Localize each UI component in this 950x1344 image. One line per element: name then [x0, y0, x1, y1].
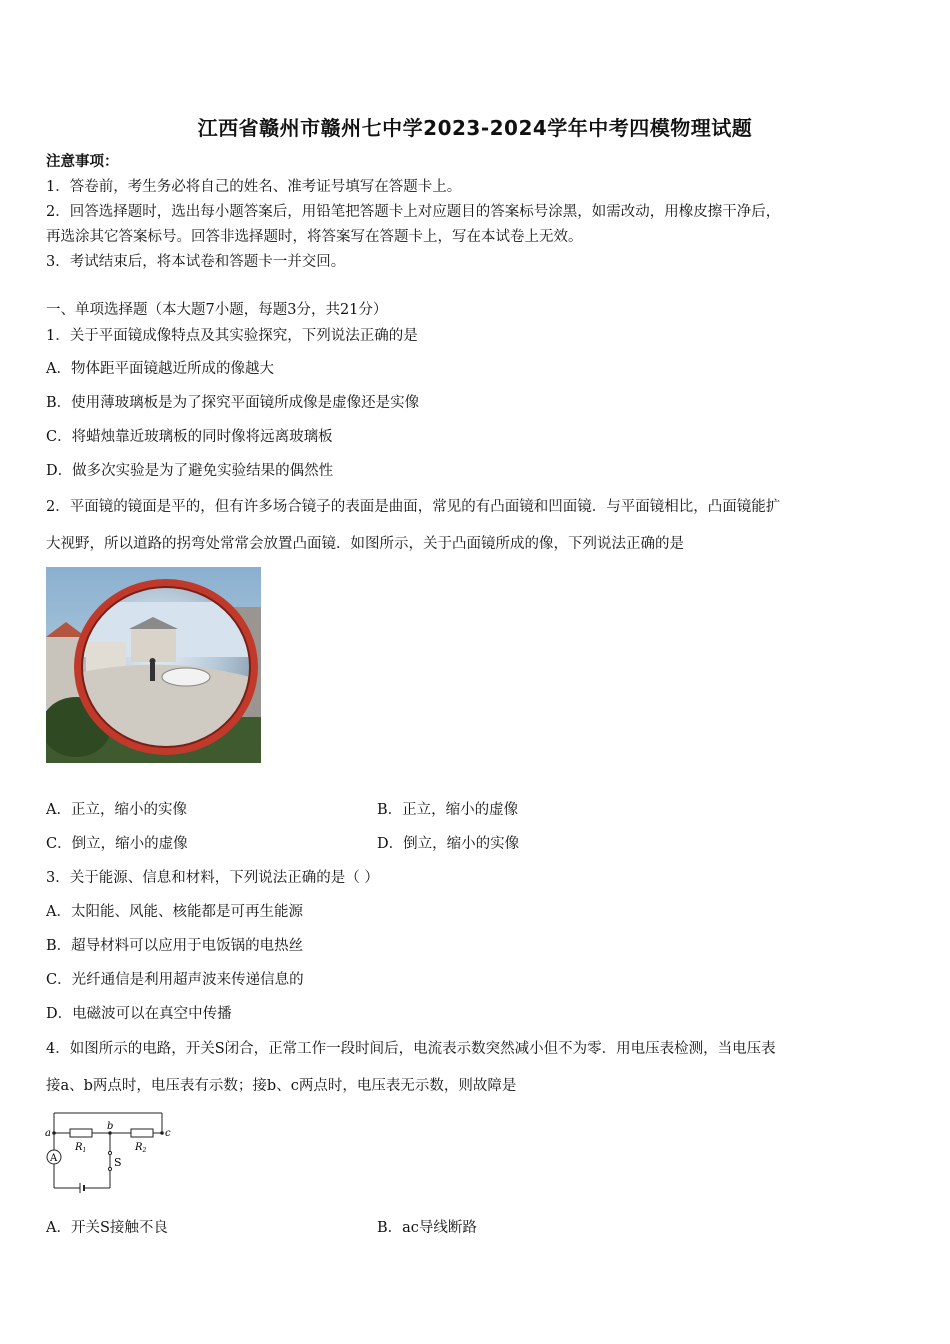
- notice-item: 3．考试结束后，将本试卷和答题卡一并交回。: [46, 254, 346, 270]
- label-r1-letter: R: [75, 1142, 83, 1153]
- question-4-stem-cont: 接a、b两点时，电压表有示数；接b、c两点时，电压表无示数，则故障是: [46, 1078, 517, 1094]
- question-4-stem: 4．如图所示的电路，开关S闭合，正常工作一段时间后，电流表示数突然减小但不为零．用电压表检测，当电压表: [46, 1041, 776, 1057]
- question-1-stem: 1．关于平面镜成像特点及其实验探究，下列说法正确的是: [46, 328, 418, 344]
- question-3-option-b: B．超导材料可以应用于电饭锅的电热丝: [46, 938, 304, 954]
- label-a: a: [45, 1128, 51, 1139]
- label-ammeter: A: [50, 1153, 58, 1164]
- question-2-option-c: C．倒立，缩小的虚像: [46, 836, 188, 852]
- notice-item: 再选涂其它答案标号。回答非选择题时，将答案写在答题卡上，写在本试卷上无效。: [46, 229, 583, 245]
- question-2-option-a: A．正立，缩小的实像: [46, 802, 187, 818]
- label-r2-letter: R: [135, 1142, 143, 1153]
- notice-heading: 注意事项：: [46, 153, 119, 170]
- question-1-option-d: D．做多次实验是为了避免实验结果的偶然性: [46, 463, 334, 479]
- convex-mirror-photo: [46, 567, 261, 763]
- question-3-option-a: A．太阳能、风能、核能都是可再生能源: [46, 904, 303, 920]
- question-4-option-b: B．ac导线断路: [377, 1220, 477, 1236]
- mirror-person-head: [150, 658, 156, 664]
- mirror-person: [150, 663, 155, 681]
- circuit-diagram: [44, 1108, 184, 1196]
- question-1-option-c: C．将蜡烛靠近玻璃板的同时像将远离玻璃板: [46, 429, 333, 445]
- notice-item: 2．回答选择题时，选出每小题答案后，用铅笔把答题卡上对应题目的答案标号涂黑，如需改动，用橡皮擦干净后，: [46, 204, 781, 220]
- label-r2: [134, 1142, 147, 1154]
- label-switch: S: [114, 1156, 122, 1169]
- question-3-option-c: C．光纤通信是利用超声波来传递信息的: [46, 972, 304, 988]
- question-2-option-b: B．正立，缩小的虚像: [377, 802, 519, 818]
- resistor-r1: [70, 1129, 92, 1137]
- node-a: [52, 1131, 56, 1135]
- question-4-option-a: A．开关S接触不良: [46, 1220, 168, 1236]
- question-2-option-d: D．倒立，缩小的实像: [377, 836, 520, 852]
- question-3-stem: 3．关于能源、信息和材料，下列说法正确的是（ ）: [46, 870, 379, 886]
- label-r1-sub: 1: [82, 1147, 87, 1154]
- question-1-option-b: B．使用薄玻璃板是为了探究平面镜所成像是虚像还是实像: [46, 395, 420, 411]
- page-title: 江西省赣州市赣州七中学2023-2024学年中考四模物理试题: [197, 116, 753, 140]
- mirror-building: [131, 627, 176, 662]
- question-2-stem-cont: 大视野，所以道路的拐弯处常常会放置凸面镜．如图所示，关于凸面镜所成的像，下列说法正确的是: [46, 536, 684, 552]
- question-1-option-a: A．物体距平面镜越近所成的像越大: [46, 361, 274, 377]
- mirror-car: [162, 668, 210, 686]
- label-b: b: [107, 1121, 114, 1132]
- section-heading: 一、单项选择题（本大题7小题，每题3分，共21分）: [46, 302, 388, 318]
- resistor-r2: [131, 1129, 153, 1137]
- switch-contact: [108, 1151, 111, 1154]
- question-2-stem: 2．平面镜的镜面是平的，但有许多场合镜子的表面是曲面，常见的有凸面镜和凹面镜．与平面镜相比，凸面镜能扩: [46, 499, 781, 515]
- node-c: [160, 1131, 164, 1135]
- notice-item: 1．答卷前，考生务必将自己的姓名、准考证号填写在答题卡上。: [46, 179, 462, 195]
- switch-contact: [108, 1167, 111, 1170]
- label-c: c: [165, 1128, 171, 1139]
- question-3-option-d: D．电磁波可以在真空中传播: [46, 1006, 232, 1022]
- label-r1: [74, 1142, 86, 1154]
- label-r2-sub: 2: [142, 1147, 147, 1154]
